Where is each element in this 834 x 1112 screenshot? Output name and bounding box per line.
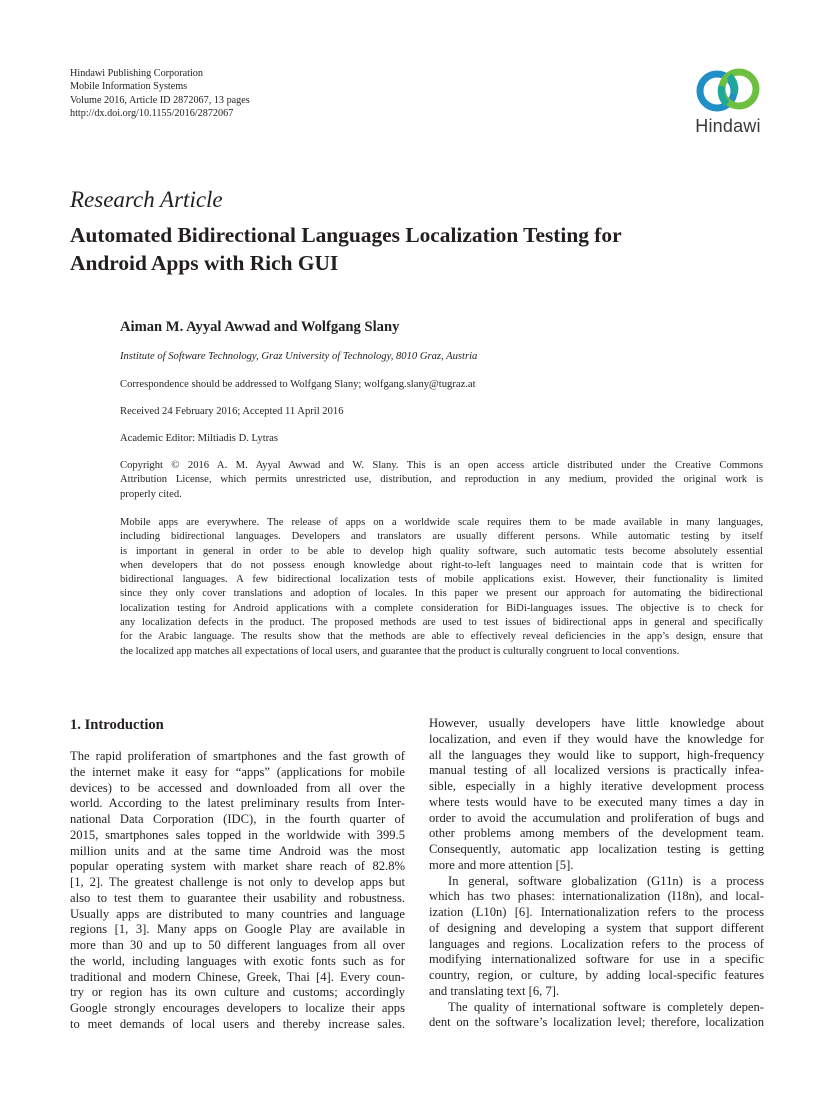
body-line: of designing and developing a system that support different (429, 920, 764, 935)
body-line: million units and at the same time Android was the most (70, 843, 405, 858)
body-line: localization, and even if they would have the knowledge for (429, 731, 764, 746)
hindawi-logo-text: Hindawi (695, 116, 761, 136)
copyright-line: Copyright © 2016 A. M. Ayyal Awwad and W. Slany. This is an open access article distributed under the Creative Commons (120, 460, 763, 471)
body-line: also to test them to guarantee their usability and robustness. (70, 890, 405, 905)
body-line: country, region, or culture, by adding local-specific features (429, 968, 764, 982)
academic-editor: Academic Editor: Miltiadis D. Lytras (120, 433, 278, 444)
article-type: Research Article (70, 187, 223, 212)
copyright-line: Attribution License, which permits unrestricted use, distribution, and reproduction in any medium, provided the original work is (120, 474, 763, 486)
body-line: popular operating system with market share reach of 82.8% (70, 859, 405, 874)
body-line: manual testing of all localized versions is practically infea- (429, 763, 764, 778)
hindawi-rings-icon (693, 64, 763, 116)
body-line: which has two phases: internationalization (I18n), and local- (429, 889, 764, 904)
body-line: the internet make it easy for “apps” (applications for mobile (70, 764, 405, 779)
body-line: ization (L10n) [6]. Internationalization refers to the process (429, 905, 764, 919)
body-line: other problems among members of the development team. (429, 826, 764, 841)
body-line: languages and regions. Localization refers to the process of (429, 936, 764, 951)
body-line: In general, software globalization (G11n) is a process (448, 873, 764, 888)
title-line: Android Apps with Rich GUI (70, 251, 339, 275)
abstract-line: for the Arabic language. The results show that the methods are able to effectively reveal deficiencies in the app’s design, ensure that (120, 631, 763, 643)
body-line: to meet demands of local users and thereby increase sales. (70, 1016, 405, 1031)
abstract-line: when developers that do not possess enough knowledge about right-to-left languages need to maintain code that is written for (120, 559, 763, 571)
body-line: more and more attention [5]. (429, 857, 574, 872)
copyright-line: properly cited. (120, 488, 182, 500)
doi-link[interactable]: http://dx.doi.org/10.1155/2016/2872067 (70, 108, 234, 120)
body-line: world. According to the latest preliminary results from Inter- (70, 796, 405, 811)
body-line: order to avoid the accumulation and proliferation of bugs and (429, 810, 764, 825)
abstract-line: since they only cover translations and adoption of locales. In this paper we present our approach for automating the bidirectional (120, 588, 763, 600)
body-line: sible, especially in a highly iterative development process (429, 779, 764, 793)
body-line: try or region has its own culture and customs; accordingly (70, 985, 405, 1000)
received-dates: Received 24 February 2016; Accepted 11 April 2016 (120, 406, 344, 417)
paper-title (70, 221, 770, 277)
body-line: [1, 2]. The greatest challenge is not only to develop apps but (70, 875, 405, 889)
volume-info: Volume 2016, Article ID 2872067, 13 pages (70, 94, 250, 106)
body-line: modifying internationalized software for use in a specific (429, 952, 764, 967)
abstract-line: any localization defects in the product. The proposed methods are used to test issues of bidirectional apps in general and specifically (120, 617, 763, 629)
hindawi-logo (690, 64, 770, 144)
publication-info (70, 67, 250, 121)
abstract-line: Mobile apps are everywhere. The release of apps on a worldwide scale requires them to be made available in many languages, (120, 517, 763, 528)
body-line: The quality of international software is completely depen- (448, 999, 764, 1014)
affiliation: Institute of Software Technology, Graz University of Technology, 8010 Graz, Austria (120, 351, 478, 362)
body-line: traditional and modern Chinese, Greek, Thai [4]. Every coun- (70, 969, 405, 984)
body-line: Consequently, automatic app localization testing is getting (429, 842, 764, 856)
body-line: all the languages they would like to support, high-frequency (429, 747, 764, 762)
body-line: Usually apps are distributed to many countries and language (70, 906, 405, 921)
abstract-line: including bidirectional languages. Developers and translators are usually different persons. While automatic testing by itself (120, 531, 763, 543)
body-line: 2015, smartphones sales topped in the worldwide with 399.5 (70, 827, 405, 842)
title-line: Automated Bidirectional Languages Localization Testing for (70, 223, 622, 247)
abstract-line: the localized app matches all expectations of local users, and guarantee that the product is culturally congruent to local conventions. (120, 645, 680, 657)
abstract (120, 516, 763, 659)
body-line: and translating text [6, 7]. (429, 983, 560, 998)
abstract-line: bidirectional languages. A few bidirectional localization tests of mobile applications exist. However, their functionality is limited (120, 574, 763, 586)
publisher-name: Hindawi Publishing Corporation (70, 68, 203, 79)
body-line: However, usually developers have little knowledge about (429, 716, 764, 730)
abstract-line: is important in general in order to be able to develop high quality software, such automatic tests become absolutely essential (120, 545, 763, 557)
journal-name: Mobile Information Systems (70, 81, 188, 93)
body-line: more than 30 and up to 50 different languages from all over (70, 938, 405, 952)
body-line: regions [1, 3]. Many apps on Google Play are available in (70, 922, 405, 937)
abstract-line: localization testing for Android applications with a complete consideration for BiDi-languages issues. The objective is to check for (120, 602, 763, 614)
body-line: The rapid proliferation of smartphones and the fast growth of (70, 749, 405, 763)
copyright-notice (120, 459, 763, 502)
section-heading: 1. Introduction (70, 717, 164, 733)
left-column (70, 716, 405, 1033)
correspondence: Correspondence should be addressed to Wolfgang Slany; wolfgang.slany@tugraz.at (120, 379, 476, 390)
body-line: Google strongly encourages developers to localize their apps (70, 1001, 405, 1015)
body-line: the world, including languages with exotic fonts such as for (70, 953, 405, 968)
body-line: national Data Corporation (IDC), in the fourth quarter of (70, 812, 405, 826)
body-line: dent on the software’s localization level; therefore, localization (429, 1015, 764, 1030)
body-line: where tests would have to be executed many times a day in (429, 794, 764, 809)
body-line: devices) to be accessed and downloaded from all over the (70, 780, 405, 795)
right-column (429, 716, 764, 1031)
authors: Aiman M. Ayyal Awwad and Wolfgang Slany (120, 319, 400, 335)
